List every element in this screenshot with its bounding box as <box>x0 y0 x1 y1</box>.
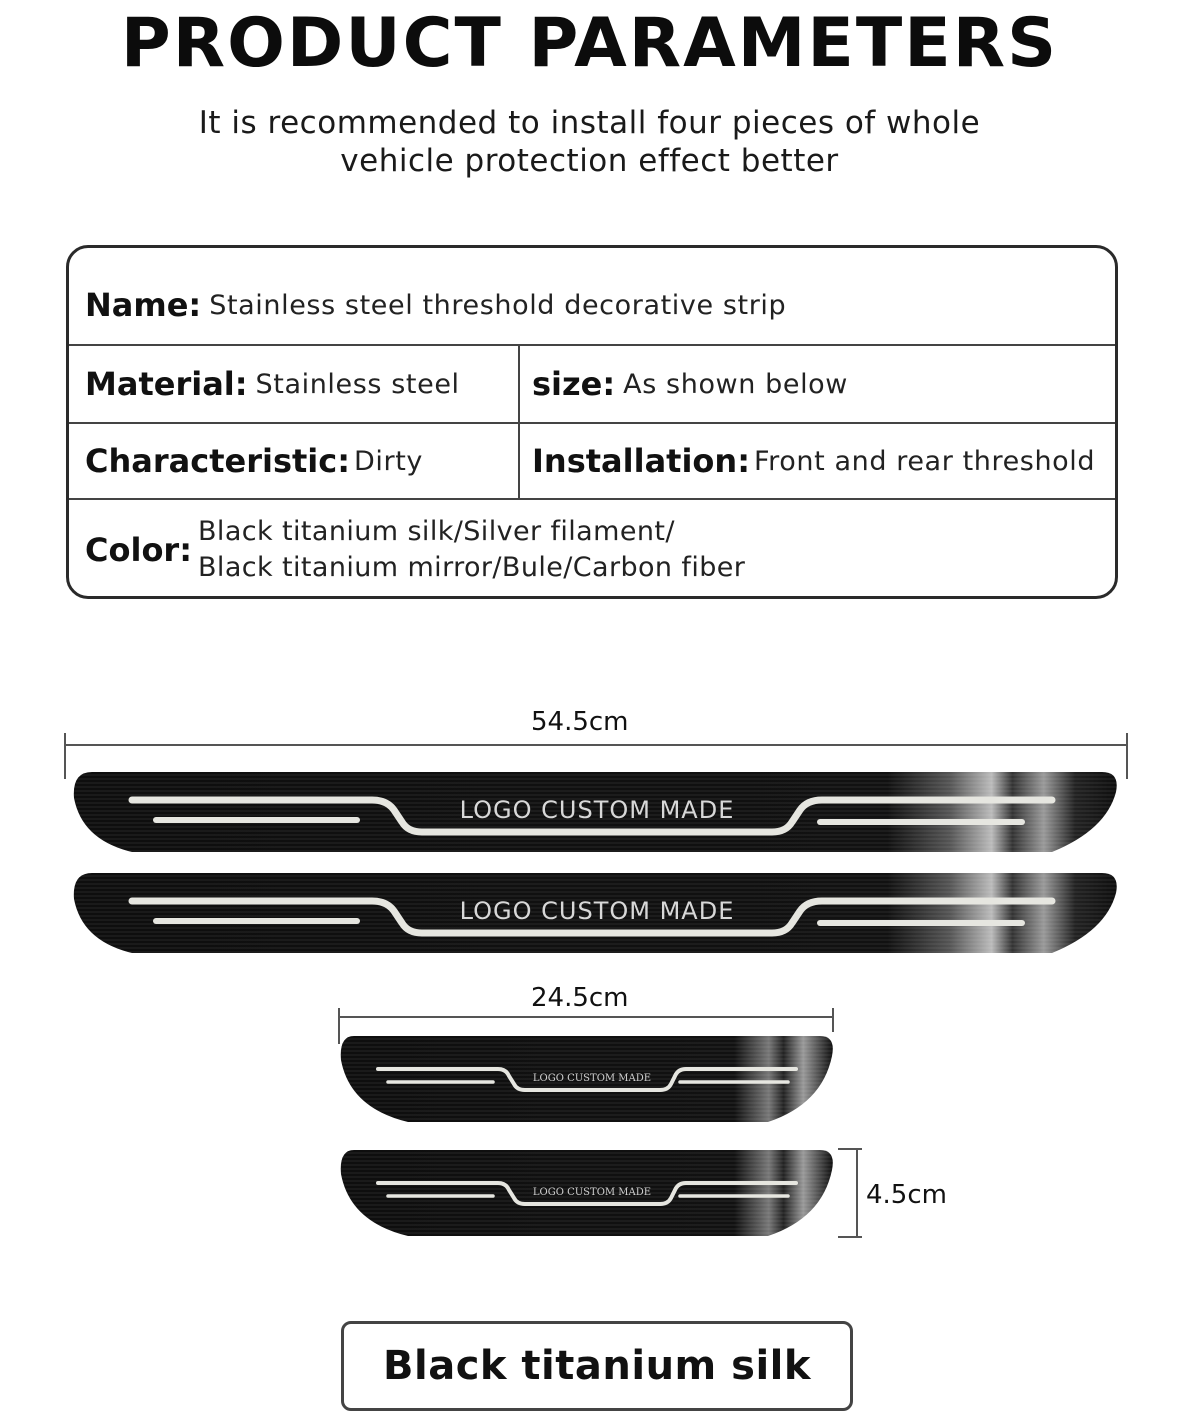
page-title: PRODUCT PARAMETERS <box>120 4 1059 83</box>
logo-text: LOGO CUSTOM MADE <box>532 1187 652 1198</box>
color-row <box>69 500 1115 599</box>
long-threshold-strip-1 <box>72 770 1120 854</box>
material-label: Material: <box>85 365 248 403</box>
selected-color-badge: Black titanium silk <box>341 1321 853 1411</box>
height-dimension-tick-top <box>838 1148 862 1150</box>
subtitle <box>0 104 1179 180</box>
long-dimension-tick-right <box>1126 733 1128 779</box>
characteristic-value: Dirty <box>354 445 423 477</box>
color-value-line-1: Black titanium silk/Silver filament/ <box>198 516 675 547</box>
name-label: Name: <box>85 286 202 324</box>
size-value: As shown below <box>623 368 848 400</box>
size-label: size: <box>532 365 616 403</box>
material-size-row <box>69 346 1115 424</box>
characteristic-label: Characteristic: <box>85 442 351 480</box>
strip-height-label: 4.5cm <box>866 1180 947 1210</box>
parameters-table <box>66 245 1118 599</box>
long-strip-length-label: 54.5cm <box>531 707 629 737</box>
color-label: Color: <box>85 531 192 569</box>
short-dimension-tick-right <box>832 1008 834 1032</box>
long-dimension-line <box>64 744 1128 746</box>
long-threshold-strip-2 <box>72 871 1120 955</box>
logo-text: LOGO CUSTOM MADE <box>532 1073 652 1084</box>
subtitle-line-2: vehicle protection effect better <box>340 143 839 179</box>
long-dimension-tick-left <box>64 733 66 779</box>
material-value: Stainless steel <box>255 368 460 400</box>
short-strip-length-label: 24.5cm <box>531 983 629 1013</box>
logo-text: LOGO CUSTOM MADE <box>459 897 735 925</box>
subtitle-line-1: It is recommended to install four pieces of whole <box>198 105 981 141</box>
color-value-line-2: Black titanium mirror/Bule/Carbon fiber <box>198 552 746 583</box>
short-dimension-line <box>338 1016 834 1018</box>
installation-value: Front and rear threshold <box>753 445 1096 477</box>
logo-text: LOGO CUSTOM MADE <box>459 796 735 824</box>
height-dimension-tick-bottom <box>838 1236 862 1238</box>
installation-label: Installation: <box>532 442 750 480</box>
characteristic-installation-row <box>69 424 1115 500</box>
short-threshold-strip-2 <box>338 1148 836 1238</box>
name-value: Stainless steel threshold decorative strip <box>209 289 787 321</box>
name-row <box>69 248 1115 346</box>
short-threshold-strip-1 <box>338 1034 836 1124</box>
height-dimension-line <box>856 1148 858 1238</box>
